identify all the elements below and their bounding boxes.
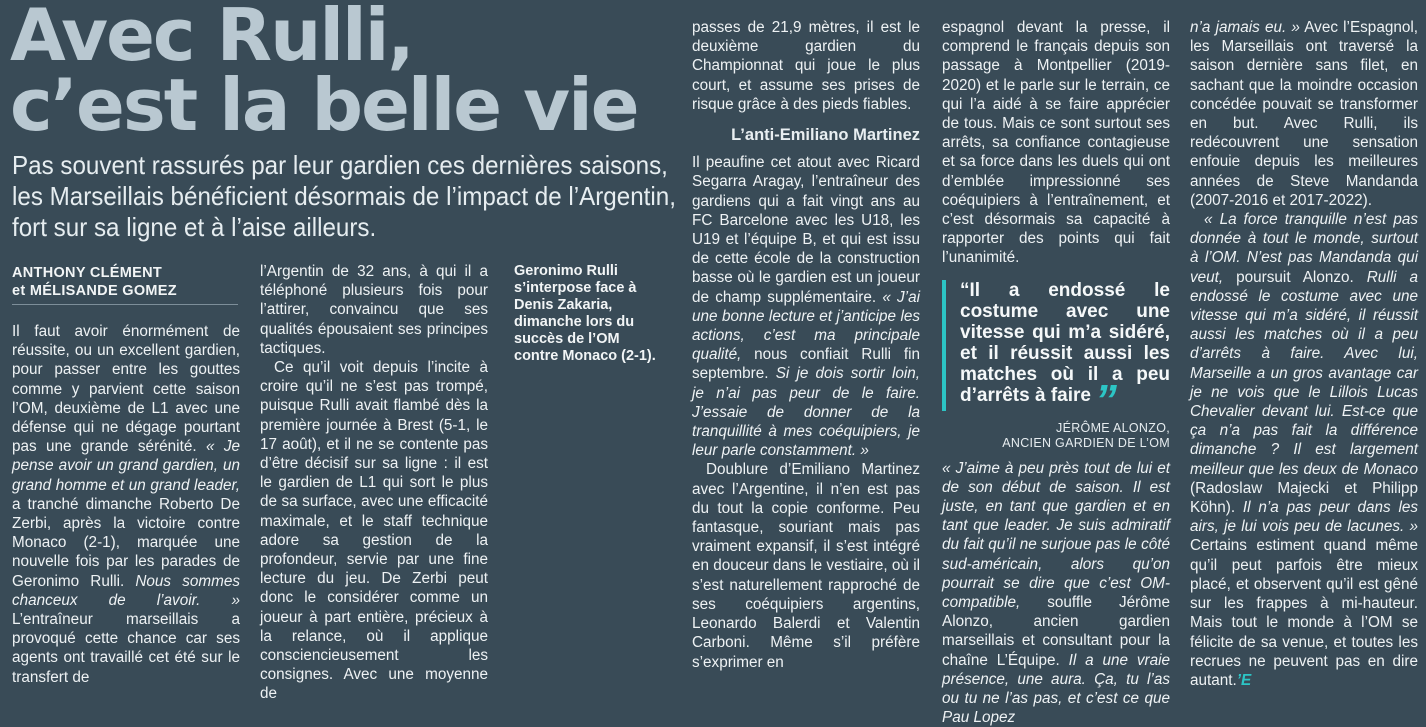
byline-author-2: et MÉLISANDE GOMEZ [12,283,177,299]
column-1-paragraph [12,322,240,687]
pull-quote [942,279,1170,425]
quote-run: Nous sommes chanceux de l’avoir. » [12,572,240,609]
article-column-4 [942,18,1170,727]
column-3-paragraph-2 [692,153,920,460]
text-run: Il peaufine cet atout avec Ricard Segarra Aragay, l’entraîneur des gardiens qui a fait vingt ans au FC Barcelone avec les U18, les U19 et l’équipe B, et qui est issu de cette école de la construction basse où le gardien est un joueur de champ supplémentaire. [692,154,920,306]
quote-mark-icon: ” [1094,375,1117,425]
article-column-1 [12,322,240,687]
text-run: L’entraîneur marseillais a provoqué cette chance car ses agents ont travaillé cet été sur le transfert de [12,611,240,686]
end-mark-icon: ’E [1236,671,1252,689]
deck-subtitle: Pas souvent rassurés par leur gardien ces dernières saisons, les Marseillais bénéficient désormais de l’impact de l’Argentin, fort sur sa ligne et à l’aise ailleurs. [12,150,676,242]
quote-run: « La force tranquille n’est pas donnée à tout le monde, surtout à l’OM. N’est pas Mandanda qui veut, [1190,211,1418,286]
quote-run: « J’ai une bonne lecture et j’anticipe les actions, c’est ma principale qualité, [692,288,920,364]
text-run: poursuit Alonzo. [1223,268,1367,286]
section-subhead: L’anti-Emiliano Martinez [731,126,920,145]
column-3-paragraph-1: passes de 21,9 mètres, il est le deuxième gardien du Championnat qui joue le plus court, et assume ses prises de risque grâce à des pieds fiables. [692,19,920,113]
text-run: Avec l’Espagnol, les Marseillais ont traversé la saison dernière sans filet, en sachant que la moindre occasion concédée pouvait se transformer en but. Avec Rulli, ils redécouvrent une sensation enfouie depuis les meilleures années de Steve Mandanda (2007-2016 et 2017-2022). [1190,19,1418,209]
quote-run: n’a jamais eu. » [1190,19,1300,36]
article-column-3 [692,18,920,672]
text-run: souffle Jérôme Alonzo, ancien gardien marseillais et consultant pour la chaîne L’Équipe. [942,594,1170,669]
column-5-paragraph-1 [1190,18,1418,210]
text-run: Il faut avoir énormément de réussite, ou un excellent gardien, pour passer entre les gouttes comme y parvient cette saison l’OM, deuxième de L1 avec une défense qui ne dégage pourtant pas une grande sérénité. [12,323,240,456]
article-column-5 [1190,18,1418,690]
source-name: JÉRÔME ALONZO, [1056,420,1170,435]
photo-caption: Geronimo Rulli s’interpose face à Denis Zakaria, dimanche lors du succès de l’OM contre Monaco (2-1). [514,263,656,364]
text-run: Certains estiment quand même qu’il peut parfois être mieux placé, et observent qu’il est gêné sur les frappes à mi-hauteur. Mais tout le monde à l’OM se félicite de sa venue, et toutes les recrues ne peuvent pas en dire autant. [1190,537,1418,689]
headline-line-2: c’est la belle vie [10,63,638,147]
quote-run: « Je pense avoir un grand gardien, un grand homme et un grand leader, [12,438,240,494]
column-2-paragraph-2: Ce qu’il voit depuis l’incite à croire qu’il ne s’est pas trompé, puisque Rulli avait flambé dès la première journée à Brest (5-1, le 17 août), et il ne se contente pas d’être décisif sur sa ligne : il est le gardien de L1 qui sort le plus de sa surface, avec une efficacité maximale, et le staff technique adore sa gestion de la profondeur, servie par une fine lecture du jeu. De Zerbi peut donc le considérer comme un joueur à part entière, précieux à la relance, où il applique consciencieusement les consignes. Avec une moyenne de [260,359,488,703]
text-run: (Radoslaw Majecki et Philipp Köhn). [1190,479,1418,517]
column-3-paragraph-3: Doublure d’Emiliano Martinez avec l’Argentine, il n’en est pas du tout la copie conforme. Peu fantasque, souriant mais pas vraiment expansif, il s’est intégré en douceur dans le vestiaire, où il s’est naturellement rapproché de ses coéquipiers argentins, Leonardo Balerdi et Valentin Carboni. Même s’il préfère s’exprimer en [692,461,920,671]
quote-run: Il a une vraie présence, une aura. Ça, tu l’as ou tu ne l’as pas, et c’est ce que Pau Lopez [942,651,1170,727]
column-5-paragraph-2 [1190,210,1418,690]
pull-quote-source [942,421,1170,451]
quote-run: Si je dois sortir loin, je n’ai pas peur de le faire. J’essaie de donner de la tranquillité à mes coéquipiers, je leur parle constamment. » [692,365,921,460]
column-4-paragraph-2 [942,459,1170,727]
text-run: a tranché dimanche Roberto De Zerbi, après la victoire contre Monaco (2-1), marquée une nouvelle fois par les parades de Geronimo Rulli. [12,495,240,590]
byline-author-1: ANTHONY CLÉMENT [12,265,163,281]
headline [10,0,690,147]
quote-run: « J’aime à peu près tout de lui et de son début de saison. Il est juste, en tant que gardien et en tant que leader. Je suis admiratif du fait qu’il ne surjoue pas le côté sud-américain, alors qu’on pourrait se dire que c’est OM-compatible, [942,459,1170,612]
column-2-paragraph-1: l’Argentin de 32 ans, à qui il a téléphoné plusieurs fois pour l’attirer, convaincu que ses qualités épousaient ses principes tactiques. [260,263,488,357]
pull-quote-text [960,279,1170,425]
byline [12,264,238,305]
text-run: nous confiait Rulli fin septembre. [692,346,920,383]
quote-run: Rulli a endossé le costume avec une vitesse qui m’a sidéré, il réussit aussi les matches où il a peu d’arrêts à faire. Avec lui, Marseille a un gros avantage car je ne vois que le Lillois Lucas Chevalier devant lui. Est-ce que ça n’a pas fait la différence dimanche ? Il est largement meilleur que les deux de Monaco [1190,268,1418,478]
column-4-paragraph-1: espagnol devant la presse, il comprend le français depuis son passage à Montpellier (2019-2020) et le parle sur le terrain, ce qui l’a aidé à se faire apprécier de tous. Mais ce sont surtout ses arrêts, sa confiance contagieuse et sa force dans les duels qui ont d’emblée impressionné ses coéquipiers à l’entraînement, et c’est désormais sa capacité à rapporter des points qui fait l’unanimité. [942,19,1170,267]
headline-line-1: Avec Rulli, [10,0,413,77]
article-column-2 [260,262,488,704]
pull-quote-body: “Il a endossé le costume avec une vitesse qui m’a sidéré, et il réussit aussi les matches où il a peu d’arrêts à faire [960,279,1170,406]
quote-run: Il n’a pas peur dans les airs, je lui vois peu de lacunes. » [1190,499,1418,536]
source-title: ANCIEN GARDIEN DE L’OM [1002,435,1170,450]
